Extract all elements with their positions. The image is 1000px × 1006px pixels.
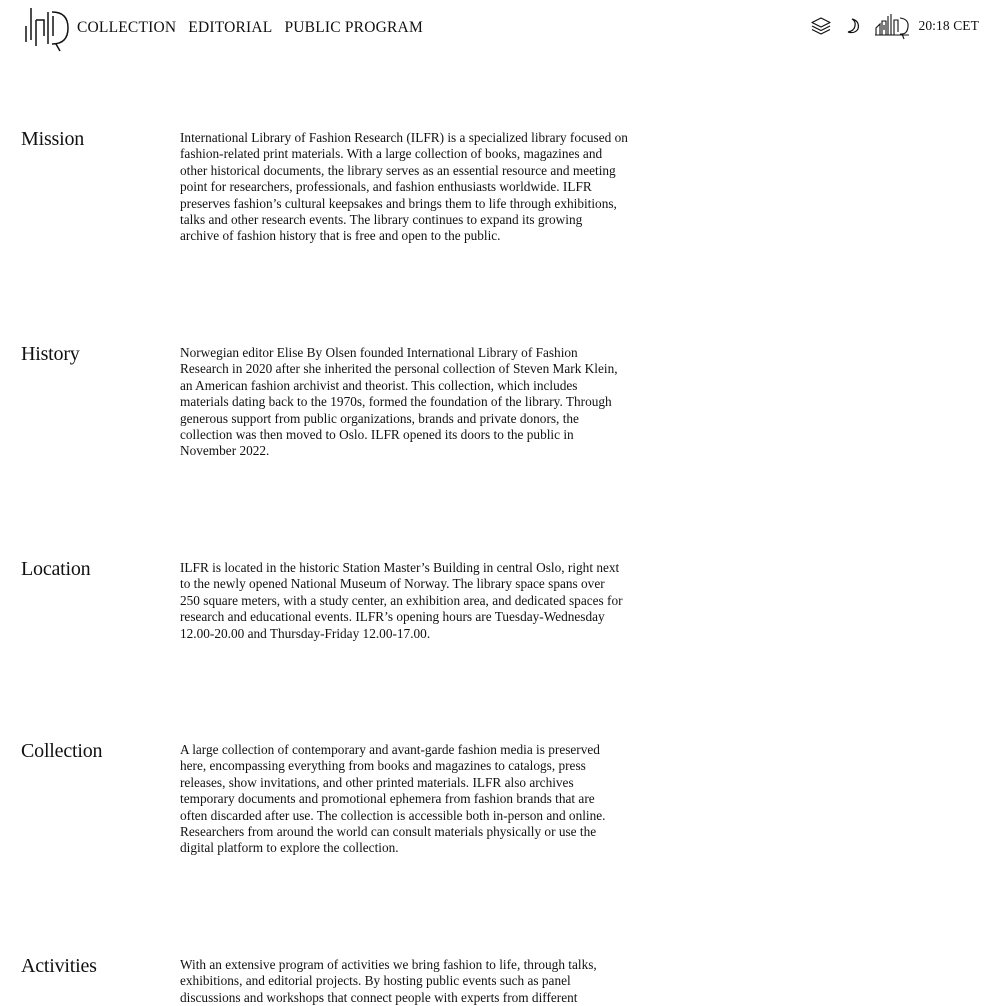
ilfr-logo[interactable]	[22, 6, 70, 52]
section-body: A large collection of contemporary and avant-garde fashion media is preserved here, encompassing everything from books and magazines to catalogs, press releases, show invitations, and other printed materials. ILFR also archives temporary documents and promotional ephemera from fashion brands that are often discarded after use. The collection is accessible both in-person and online. Researchers from around the world can consult materials physically or use the digital platform to explore the collection.	[180, 742, 606, 856]
layers-icon[interactable]	[810, 15, 832, 37]
nav-editorial[interactable]: EDITORIAL	[188, 19, 273, 36]
section-title: Mission	[21, 128, 85, 150]
section-title: Collection	[21, 740, 103, 762]
header-tools	[810, 12, 979, 40]
section-title: Location	[21, 558, 91, 580]
building-icon[interactable]	[874, 12, 910, 40]
nav-public-program[interactable]: PUBLIC PROGRAM	[284, 19, 423, 36]
section-body: ILFR is located in the historic Station Master’s Building in central Oslo, right next to the newly opened National Museum of Norway. The library space spans over 250 square meters, with a study center, an exhibition area, and dedicated spaces for research and educational events. ILFR’s opening hours are Tuesday-Wednesday 12.00-20.00 and Thursday-Friday 12.00-17.00.	[180, 560, 623, 641]
section-body: With an extensive program of activities we bring fashion to life, through talks, exhibitions, and editorial projects. By hosting public events such as panel discussions and workshops that connect people with experts from different	[180, 957, 597, 1005]
section-body: Norwegian editor Elise By Olsen founded International Library of Fashion Research in 2020 after she inherited the personal collection of Steven Mark Klein, an American fashion archivist and theorist. This collection, which includes materials dating back to the 1970s, formed the foundation of the library. Through generous support from public organizations, brands and private donors, the collection was then moved to Oslo. ILFR opened its doors to the public in November 2022.	[180, 345, 618, 459]
section-title: Activities	[21, 955, 97, 977]
nav-collection[interactable]: COLLECTION	[77, 19, 177, 36]
site-header	[0, 0, 1000, 56]
section-title: History	[21, 343, 80, 365]
clock: 20:18 CET	[918, 18, 979, 33]
moon-icon[interactable]	[844, 15, 862, 37]
section-body: International Library of Fashion Research (ILFR) is a specialized library focused on fashion-related print materials. With a large collection of books, magazines and other historical documents, the library serves as an essential resource and meeting point for researchers, professionals, and fashion enthusiasts worldwide. ILFR preserves fashion’s cultural keepsakes and brings them to life through exhibitions, talks and other research events. The library continues to expand its growing archive of fashion history that is free and open to the public.	[180, 130, 628, 244]
main-nav	[77, 19, 423, 37]
